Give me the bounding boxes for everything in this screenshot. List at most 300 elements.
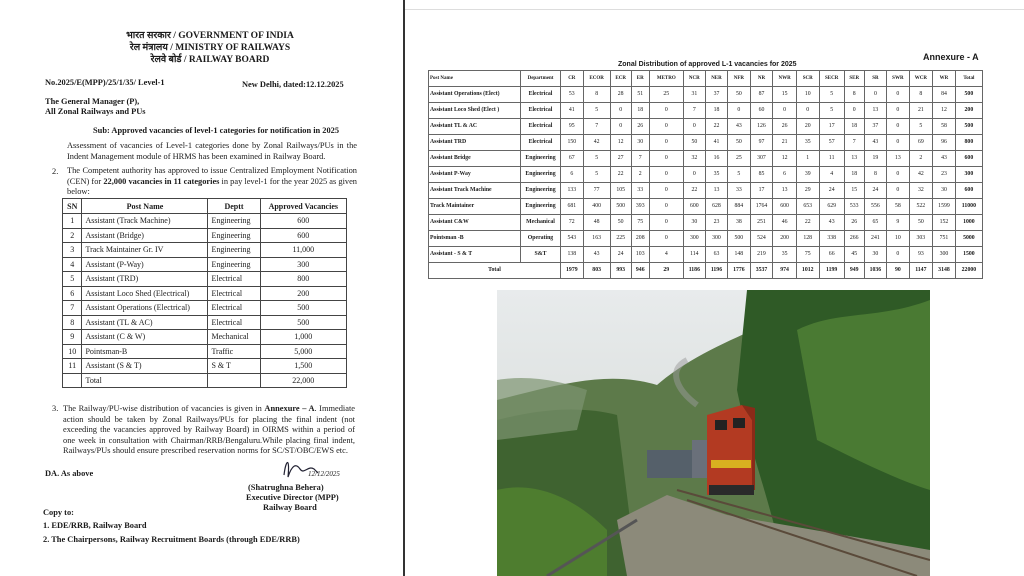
column-header: Approved Vacancies [260, 199, 346, 214]
paragraph-1: Assessment of vacancies of Level-1 categories done by Zonal Railways/PUs in the Indent Management module of HRMS has been examined in Railway Board. [67, 141, 357, 161]
value-cell: 39 [796, 167, 819, 183]
value-cell: 138 [561, 247, 584, 263]
value-cell: 45 [844, 247, 864, 263]
column-header: SCR [796, 71, 819, 87]
value-cell: 31 [683, 87, 705, 103]
value-cell: 219 [750, 247, 773, 263]
value-cell: 46 [773, 215, 797, 231]
value-cell: 307 [750, 151, 773, 167]
text: The Competent authority has approved to issue Centralized Employment Notification (CEN) for [67, 166, 357, 186]
value-cell: 0 [844, 103, 864, 119]
table-row [429, 167, 983, 183]
value-cell: 96 [933, 135, 956, 151]
value-cell: 5 [819, 103, 844, 119]
value-cell: 800 [955, 135, 982, 151]
column-header: NCR [683, 71, 705, 87]
value-cell: 0 [649, 103, 683, 119]
value-cell: 17 [750, 183, 773, 199]
post-name-cell: Assistant (TRD) [82, 272, 208, 287]
table-row [63, 359, 347, 374]
office-letter [0, 0, 403, 576]
value-cell: 26 [773, 119, 797, 135]
letterhead-line: भारत सरकार / GOVERNMENT OF INDIA [126, 31, 294, 41]
value-cell: 32 [909, 183, 933, 199]
column-header: NER [705, 71, 727, 87]
value-cell: 12 [610, 135, 631, 151]
value-cell: 32 [683, 151, 705, 167]
value-cell: 43 [819, 215, 844, 231]
column-header: NR [750, 71, 773, 87]
total-row [429, 263, 983, 279]
value-cell: 163 [583, 231, 610, 247]
dept-cell: S & T [208, 359, 260, 374]
table-row [429, 215, 983, 231]
value-cell: 338 [819, 231, 844, 247]
value-cell: 10 [887, 231, 909, 247]
table-row [63, 228, 347, 243]
value-cell: 0 [649, 215, 683, 231]
value-cell: 24 [610, 247, 631, 263]
letterhead [60, 30, 360, 66]
annexure-page [405, 0, 1024, 576]
column-header: CR [561, 71, 584, 87]
value-cell: 27 [610, 151, 631, 167]
total-cell: 3148 [933, 263, 956, 279]
value-cell: 300 [683, 231, 705, 247]
column-header: ECOR [583, 71, 610, 87]
table-row [63, 330, 347, 345]
value-cell: 5 [819, 87, 844, 103]
text: . Immediate action should be taken by Zonal Railways/PUs for placing the final indent (not exceeding the vacancies approved by Railway Board) in OIRMS within a period of one week in consultation with Chairman/RRB/Bengaluru.While placing final indent, Railways/PUs should ensure prescribed reservation norms for SC/ST/OBC/EWS etc. [63, 404, 355, 455]
value-cell: 556 [864, 199, 887, 215]
vacancies-cell: 500 [260, 315, 346, 330]
highlight-text: Annexure – A [264, 404, 315, 413]
sn-cell: 11 [63, 359, 82, 374]
value-cell: 23 [933, 167, 956, 183]
total-cell: 1036 [864, 263, 887, 279]
sn-cell: 2 [63, 228, 82, 243]
value-cell: 884 [728, 199, 751, 215]
signatory-name: (Shatrughna Beherа) [248, 483, 324, 492]
annexure-label: Annexure - A [923, 52, 979, 62]
value-cell: 5 [909, 119, 933, 135]
empty-cell [208, 373, 260, 388]
value-cell: 300 [705, 231, 727, 247]
value-cell: 25 [728, 151, 751, 167]
post-name-cell: Assistant Operations (Electrical) [82, 301, 208, 316]
value-cell: 300 [955, 167, 982, 183]
column-header: NFR [728, 71, 751, 87]
value-cell: 628 [705, 199, 727, 215]
value-cell: 0 [887, 183, 909, 199]
total-cell: 1012 [796, 263, 819, 279]
value-cell: 200 [773, 231, 797, 247]
post-name-cell: Assistant Bridge [429, 151, 521, 167]
value-cell: 0 [887, 247, 909, 263]
value-cell: 77 [583, 183, 610, 199]
place-date: New Delhi, dated:12.12.2025 [242, 80, 344, 89]
value-cell: 41 [561, 103, 584, 119]
value-cell: 0 [773, 103, 797, 119]
value-cell: 22 [610, 167, 631, 183]
value-cell: 26 [844, 215, 864, 231]
value-cell: 8 [844, 87, 864, 103]
value-cell: 20 [796, 119, 819, 135]
column-header: SER [844, 71, 864, 87]
value-cell: 10 [796, 87, 819, 103]
value-cell: 533 [844, 199, 864, 215]
column-header: METRO [649, 71, 683, 87]
vacancies-cell: 200 [260, 286, 346, 301]
value-cell: 5 [728, 167, 751, 183]
value-cell: 0 [649, 231, 683, 247]
value-cell: 12 [933, 103, 956, 119]
column-header: ECR [610, 71, 631, 87]
letterhead-line: रेल मंत्रालय / MINISTRY OF RAILWAYS [129, 43, 291, 53]
value-cell: 0 [610, 103, 631, 119]
value-cell: 0 [649, 167, 683, 183]
total-cell: 974 [773, 263, 797, 279]
value-cell: 13 [887, 151, 909, 167]
value-cell: 2 [631, 167, 649, 183]
value-cell: 0 [683, 119, 705, 135]
value-cell: 8 [864, 167, 887, 183]
post-name-cell: Assistant Loco Shed (Electrical) [82, 286, 208, 301]
value-cell: 0 [796, 103, 819, 119]
train-landscape-image [497, 290, 930, 576]
value-cell: 13 [864, 103, 887, 119]
vacancies-cell: 500 [260, 301, 346, 316]
value-cell: 50 [909, 215, 933, 231]
vacancies-cell: 800 [260, 272, 346, 287]
total-label: Total [429, 263, 561, 279]
value-cell: 18 [844, 119, 864, 135]
total-cell: 1147 [909, 263, 933, 279]
table-row [429, 119, 983, 135]
value-cell: 12 [773, 151, 797, 167]
copy-to-item: 2. The Chairpersons, Railway Recruitment Boards (through EDE/RRB) [43, 535, 300, 544]
value-cell: 0 [887, 167, 909, 183]
page-edge [405, 0, 1024, 10]
value-cell: 43 [933, 151, 956, 167]
department-cell: S&T [521, 247, 561, 263]
department-cell: Engineering [521, 199, 561, 215]
value-cell: 225 [610, 231, 631, 247]
empty-cell [63, 373, 82, 388]
value-cell: 600 [773, 199, 797, 215]
value-cell: 87 [750, 87, 773, 103]
column-header: Post Name [82, 199, 208, 214]
value-cell: 7 [583, 119, 610, 135]
value-cell: 48 [583, 215, 610, 231]
value-cell: 30 [683, 215, 705, 231]
value-cell: 524 [750, 231, 773, 247]
value-cell: 11000 [955, 199, 982, 215]
total-row [63, 373, 347, 388]
total-cell: 803 [583, 263, 610, 279]
value-cell: 35 [796, 135, 819, 151]
department-cell: Engineering [521, 151, 561, 167]
value-cell: 300 [933, 247, 956, 263]
post-name-cell: Assistant (Track Machine) [82, 214, 208, 229]
total-cell: 993 [610, 263, 631, 279]
table-row [429, 247, 983, 263]
table-row [429, 231, 983, 247]
column-header: SN [63, 199, 82, 214]
signature [278, 455, 348, 483]
sn-cell: 10 [63, 344, 82, 359]
value-cell: 57 [819, 135, 844, 151]
column-header: Total [955, 71, 982, 87]
value-cell: 303 [909, 231, 933, 247]
value-cell: 28 [610, 87, 631, 103]
post-name-cell: Assistant Loco Shed (Elect ) [429, 103, 521, 119]
post-name-cell: Assistant TRD [429, 135, 521, 151]
value-cell: 0 [649, 135, 683, 151]
signature-date: 12/12/2025 [308, 470, 340, 478]
value-cell: 241 [864, 231, 887, 247]
dept-cell: Engineering [208, 257, 260, 272]
dept-cell: Traffic [208, 344, 260, 359]
value-cell: 681 [561, 199, 584, 215]
value-cell: 43 [864, 135, 887, 151]
value-cell: 50 [728, 87, 751, 103]
table-row [63, 214, 347, 229]
vacancies-cell: 600 [260, 228, 346, 243]
department-cell: Mechanical [521, 215, 561, 231]
post-name-cell: Track Maintainer [429, 199, 521, 215]
value-cell: 22 [796, 215, 819, 231]
value-cell: 208 [631, 231, 649, 247]
value-cell: 63 [705, 247, 727, 263]
table-row [63, 286, 347, 301]
table-row [429, 151, 983, 167]
value-cell: 26 [631, 119, 649, 135]
total-cell: 29 [649, 263, 683, 279]
column-header: NWR [773, 71, 797, 87]
text: The Railway/PU-wise distribution of vacancies is given in [63, 404, 265, 413]
table-row [429, 183, 983, 199]
value-cell: 35 [773, 247, 797, 263]
value-cell: 7 [631, 151, 649, 167]
paragraph-number: 3. [52, 404, 59, 413]
value-cell: 51 [631, 87, 649, 103]
table-row [429, 103, 983, 119]
value-cell: 16 [705, 151, 727, 167]
value-cell: 7 [683, 103, 705, 119]
value-cell: 0 [649, 199, 683, 215]
department-cell: Electrical [521, 119, 561, 135]
post-name-cell: Assistant TL & AC [429, 119, 521, 135]
vacancy-table [62, 198, 347, 388]
value-cell: 42 [909, 167, 933, 183]
value-cell: 653 [796, 199, 819, 215]
addressee-line: All Zonal Railways and PUs [45, 107, 146, 116]
column-header: SECR [819, 71, 844, 87]
table-row [63, 257, 347, 272]
department-cell: Electrical [521, 87, 561, 103]
total-cell: 3537 [750, 263, 773, 279]
dept-cell: Mechanical [208, 330, 260, 345]
value-cell: 75 [796, 247, 819, 263]
value-cell: 35 [705, 167, 727, 183]
vacancies-cell: 1,500 [260, 359, 346, 374]
value-cell: 42 [583, 135, 610, 151]
value-cell: 0 [649, 119, 683, 135]
value-cell: 53 [561, 87, 584, 103]
column-header: ER [631, 71, 649, 87]
value-cell: 33 [631, 183, 649, 199]
value-cell: 19 [864, 151, 887, 167]
value-cell: 1 [796, 151, 819, 167]
value-cell: 600 [955, 183, 982, 199]
vacancies-cell: 1,000 [260, 330, 346, 345]
sn-cell: 5 [63, 272, 82, 287]
value-cell: 522 [909, 199, 933, 215]
column-header: Department [521, 71, 561, 87]
total-cell: 946 [631, 263, 649, 279]
value-cell: 0 [887, 135, 909, 151]
value-cell: 1500 [955, 247, 982, 263]
sn-cell: 9 [63, 330, 82, 345]
value-cell: 23 [705, 215, 727, 231]
sn-cell: 4 [63, 257, 82, 272]
post-name-cell: Assistant (C & W) [82, 330, 208, 345]
total-cell: 1776 [728, 263, 751, 279]
value-cell: 30 [631, 135, 649, 151]
value-cell: 400 [583, 199, 610, 215]
value-cell: 500 [610, 199, 631, 215]
vacancies-cell: 11,000 [260, 243, 346, 258]
post-name-cell: Assistant - S & T [429, 247, 521, 263]
value-cell: 6 [561, 167, 584, 183]
column-header: SR [864, 71, 887, 87]
value-cell: 21 [909, 103, 933, 119]
value-cell: 0 [728, 103, 751, 119]
value-cell: 29 [796, 183, 819, 199]
value-cell: 629 [819, 199, 844, 215]
value-cell: 0 [610, 119, 631, 135]
value-cell: 60 [750, 103, 773, 119]
department-cell: Operating [521, 231, 561, 247]
value-cell: 8 [583, 87, 610, 103]
total-cell: 1196 [705, 263, 727, 279]
value-cell: 500 [728, 231, 751, 247]
dept-cell: Electrical [208, 301, 260, 316]
value-cell: 24 [819, 183, 844, 199]
paragraph-3 [63, 404, 355, 457]
signatory-title: Executive Director (MPP) [246, 493, 339, 502]
value-cell: 50 [728, 135, 751, 151]
value-cell: 6 [773, 167, 797, 183]
value-cell: 93 [909, 247, 933, 263]
value-cell: 266 [844, 231, 864, 247]
value-cell: 148 [728, 247, 751, 263]
value-cell: 72 [561, 215, 584, 231]
dept-cell: Electrical [208, 272, 260, 287]
train-photo [497, 290, 930, 576]
table-row [63, 272, 347, 287]
value-cell: 75 [631, 215, 649, 231]
post-name-cell: Assistant (P-Way) [82, 257, 208, 272]
value-cell: 50 [610, 215, 631, 231]
value-cell: 37 [705, 87, 727, 103]
signatory-org: Railway Board [263, 503, 317, 512]
table-row [429, 87, 983, 103]
value-cell: 30 [933, 183, 956, 199]
value-cell: 251 [750, 215, 773, 231]
sn-cell: 1 [63, 214, 82, 229]
value-cell: 133 [561, 183, 584, 199]
post-name-cell: Assistant P-Way [429, 167, 521, 183]
dept-cell: Engineering [208, 214, 260, 229]
post-name-cell: Assistant C&W [429, 215, 521, 231]
total-cell: 22000 [955, 263, 982, 279]
paragraph-number: 2. [52, 167, 59, 176]
annexure-title: Zonal Distribution of approved L-1 vacancies for 2025 [618, 61, 797, 68]
column-header: Deptt [208, 199, 260, 214]
value-cell: 5 [583, 103, 610, 119]
copy-to-item: 1. EDE/RRB, Railway Board [43, 521, 147, 530]
value-cell: 600 [683, 199, 705, 215]
value-cell: 128 [796, 231, 819, 247]
reference-number: No.2025/E(MPP)/25/1/35/ Level-1 [45, 78, 165, 87]
value-cell: 43 [728, 119, 751, 135]
value-cell: 0 [683, 167, 705, 183]
value-cell: 105 [610, 183, 631, 199]
value-cell: 30 [864, 247, 887, 263]
value-cell: 0 [887, 87, 909, 103]
sn-cell: 6 [63, 286, 82, 301]
value-cell: 38 [728, 215, 751, 231]
total-cell: 949 [844, 263, 864, 279]
letterhead-line: रेलवे बोर्ड / RAILWAY BOARD [150, 55, 270, 65]
value-cell: 5 [583, 151, 610, 167]
value-cell: 9 [887, 215, 909, 231]
department-cell: Electrical [521, 135, 561, 151]
addressee-line: The General Manager (P), [45, 97, 140, 106]
value-cell: 37 [864, 119, 887, 135]
subject: Sub: Approved vacancies of level-1 categories for notification in 2025 [93, 126, 340, 135]
value-cell: 114 [683, 247, 705, 263]
value-cell: 5 [583, 167, 610, 183]
value-cell: 43 [583, 247, 610, 263]
total-cell: 90 [887, 263, 909, 279]
post-name-cell: Assistant Operations (Elect) [429, 87, 521, 103]
total-cell: 1199 [819, 263, 844, 279]
dept-cell: Engineering [208, 243, 260, 258]
vacancies-cell: 600 [260, 214, 346, 229]
total-cell: 1979 [561, 263, 584, 279]
total-cell: 1186 [683, 263, 705, 279]
department-cell: Engineering [521, 183, 561, 199]
value-cell: 152 [933, 215, 956, 231]
value-cell: 200 [955, 103, 982, 119]
value-cell: 65 [864, 215, 887, 231]
value-cell: 600 [955, 151, 982, 167]
value-cell: 5000 [955, 231, 982, 247]
vacancies-cell: 5,000 [260, 344, 346, 359]
value-cell: 21 [773, 135, 797, 151]
value-cell: 4 [819, 167, 844, 183]
value-cell: 58 [933, 119, 956, 135]
value-cell: 4 [649, 247, 683, 263]
value-cell: 393 [631, 199, 649, 215]
table-row [63, 315, 347, 330]
value-cell: 66 [819, 247, 844, 263]
table-row [63, 344, 347, 359]
post-name-cell: Assistant Track Machine [429, 183, 521, 199]
